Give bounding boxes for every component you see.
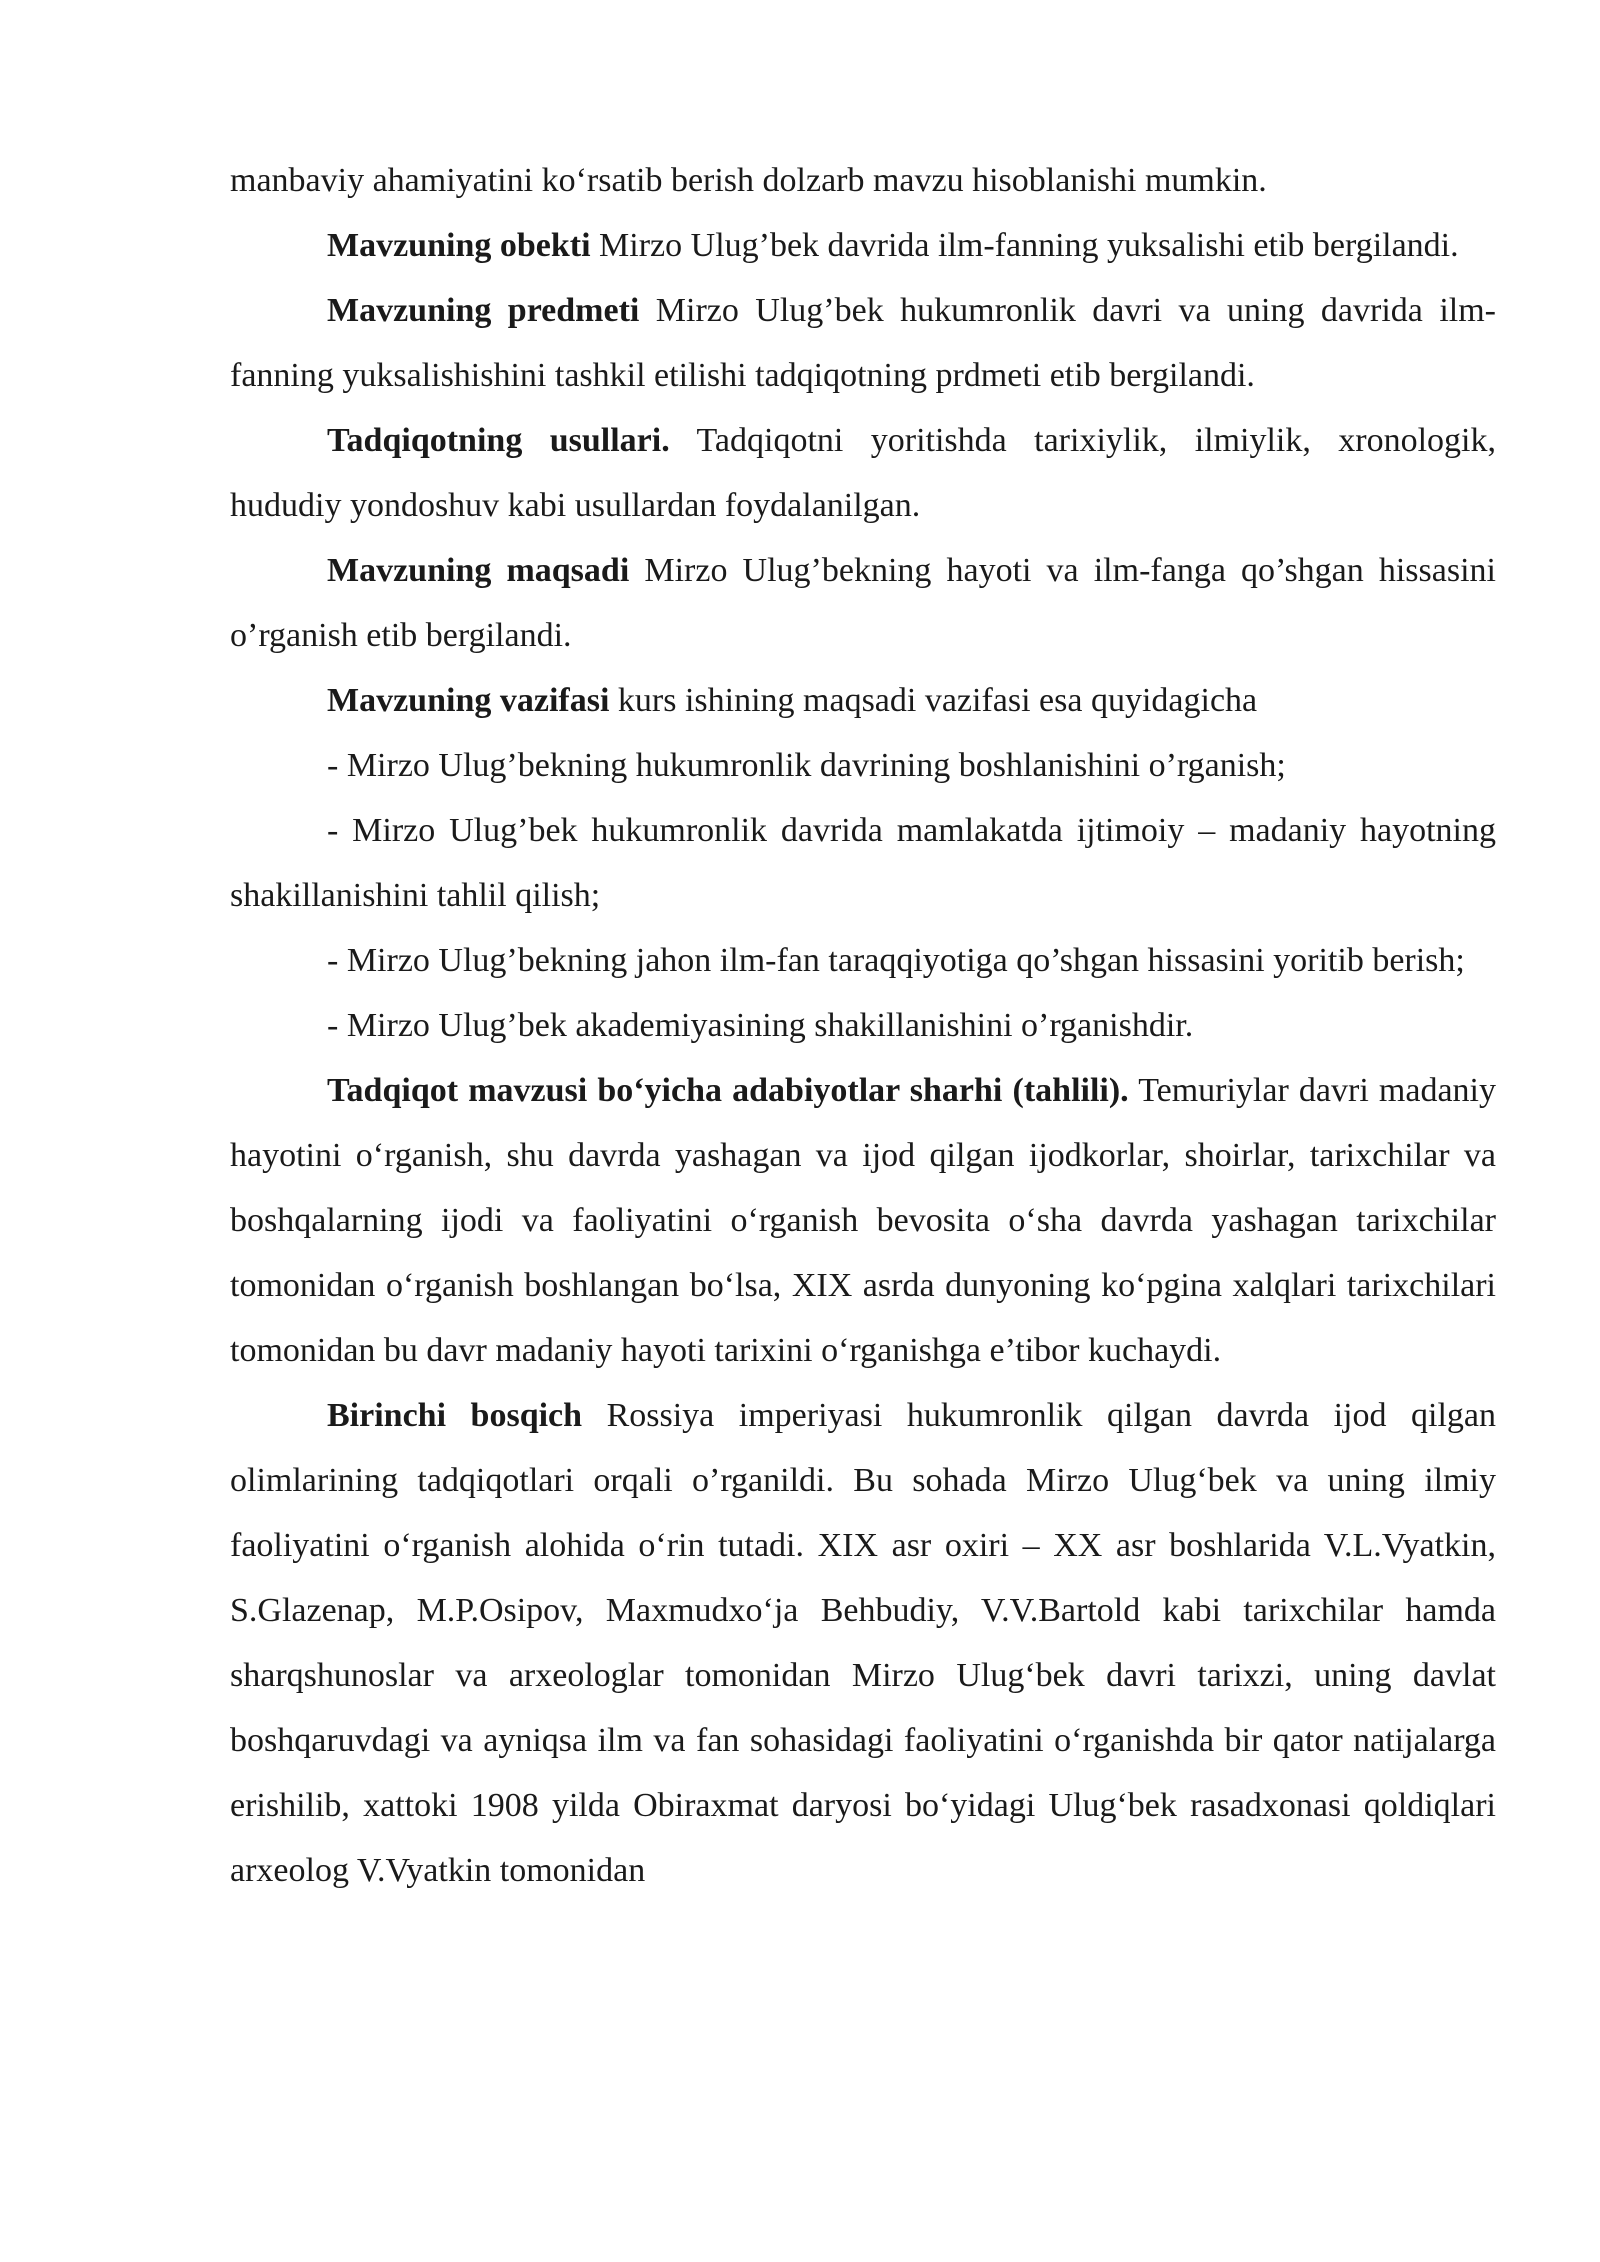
paragraph-lead: Tadqiqot mavzusi bo‘yicha adabiyotlar sharhi (tahlili). [327, 1072, 1129, 1109]
paragraph-goal [230, 538, 1496, 668]
task-list-item [230, 993, 1496, 1058]
paragraph-text: - Mirzo Ulug’bek hukumronlik davrida mamlakatda ijtimoiy – madaniy hayotning shakillanishini tahlil qilish; [230, 812, 1496, 914]
paragraph-text: kurs ishining maqsadi vazifasi esa quyidagicha [609, 682, 1258, 719]
paragraph-lead: Tadqiqotning usullari. [327, 422, 670, 459]
paragraph-lead: Mavzuning maqsadi [327, 552, 630, 589]
task-list-item [230, 798, 1496, 928]
paragraph-text: - Mirzo Ulug’bek akademiyasining shakillanishini o’rganishdir. [327, 1007, 1194, 1044]
paragraph-text: Mirzo Ulug’bek davrida ilm-fanning yuksalishi etib bergilandi. [590, 227, 1459, 264]
paragraph-text: Mirzo Ulug’bekning hayoti va ilm-fanga qo’shgan hissasini o’rganish etib bergilandi. [230, 552, 1496, 654]
paragraph-text: Rossiya imperiyasi hukumronlik qilgan davrda ijod qilgan olimlarining tadqiqotlari orqali o’rganildi. Bu sohada Mirzo Ulug‘bek va uning ilmiy faoliyatini o‘rganish alohida o‘rin tutadi. XIX asr oxiri – XX asr boshlarida V.L.Vyatkin, S.Glazenap, M.P.Osipov, Maxmudxo‘ja Behbudiy, V.V.Bartold kabi tarixchilar hamda sharqshunoslar va arxeologlar tomonidan Mirzo Ulug‘bek davri tarixzi, uning davlat boshqaruvdagi va ayniqsa ilm va fan sohasidagi faoliyatini o‘rganishda bir qator natijalarga erishilib, xattoki 1908 yilda Obiraxmat daryosi bo‘yidagi Ulug‘bek rasadxonasi qoldiqlari arxeolog V.Vyatkin tomonidan [230, 1397, 1496, 1889]
paragraph-subject [230, 278, 1496, 408]
paragraph-object [230, 213, 1496, 278]
paragraph-lead: Mavzuning obekti [327, 227, 591, 264]
paragraph-methods [230, 408, 1496, 538]
task-list-item [230, 733, 1496, 798]
task-list-item [230, 928, 1496, 993]
paragraph-tasks [230, 668, 1496, 733]
paragraph-literature-review [230, 1058, 1496, 1383]
paragraph-first-stage [230, 1383, 1496, 1903]
paragraph-text: - Mirzo Ulug’bekning hukumronlik davrining boshlanishini o’rganish; [327, 747, 1286, 784]
paragraph-text: - Mirzo Ulug’bekning jahon ilm-fan taraqqiyotiga qo’shgan hissasini yoritib berish; [327, 942, 1465, 979]
paragraph-text: Temuriylar davri madaniy hayotini o‘rganish, shu davrda yashagan va ijod qilgan ijodkorlar, shoirlar, tarixchilar va boshqalarning ijodi va faoliyatini o‘rganish bevosita o‘sha davrda yashagan tarixchilar tomonidan o‘rganish boshlangan bo‘lsa, XIX asrda dunyoning ko‘pgina xalqlari tarixchilari tomonidan bu davr madaniy hayoti tarixini o‘rganishga e’tibor kuchaydi. [230, 1072, 1496, 1369]
paragraph-intro-continuation [230, 148, 1496, 213]
paragraph-text: Tadqiqotni yoritishda tarixiylik, ilmiylik, xronologik, hududiy yondoshuv kabi usullardan foydalanilgan. [230, 422, 1497, 524]
paragraph-lead: Mavzuning predmeti [327, 292, 640, 329]
paragraph-lead: Birinchi bosqich [327, 1397, 583, 1434]
paragraph-text: manbaviy ahamiyatini ko‘rsatib berish dolzarb mavzu hisoblanishi mumkin. [230, 162, 1267, 199]
paragraph-lead: Mavzuning vazifasi [327, 682, 610, 719]
document-body [230, 148, 1496, 1903]
paragraph-text: Mirzo Ulug’bek hukumronlik davri va uning davrida ilm-fanning yuksalishishini tashkil etilishi tadqiqotning prdmeti etib bergilandi. [230, 292, 1496, 394]
